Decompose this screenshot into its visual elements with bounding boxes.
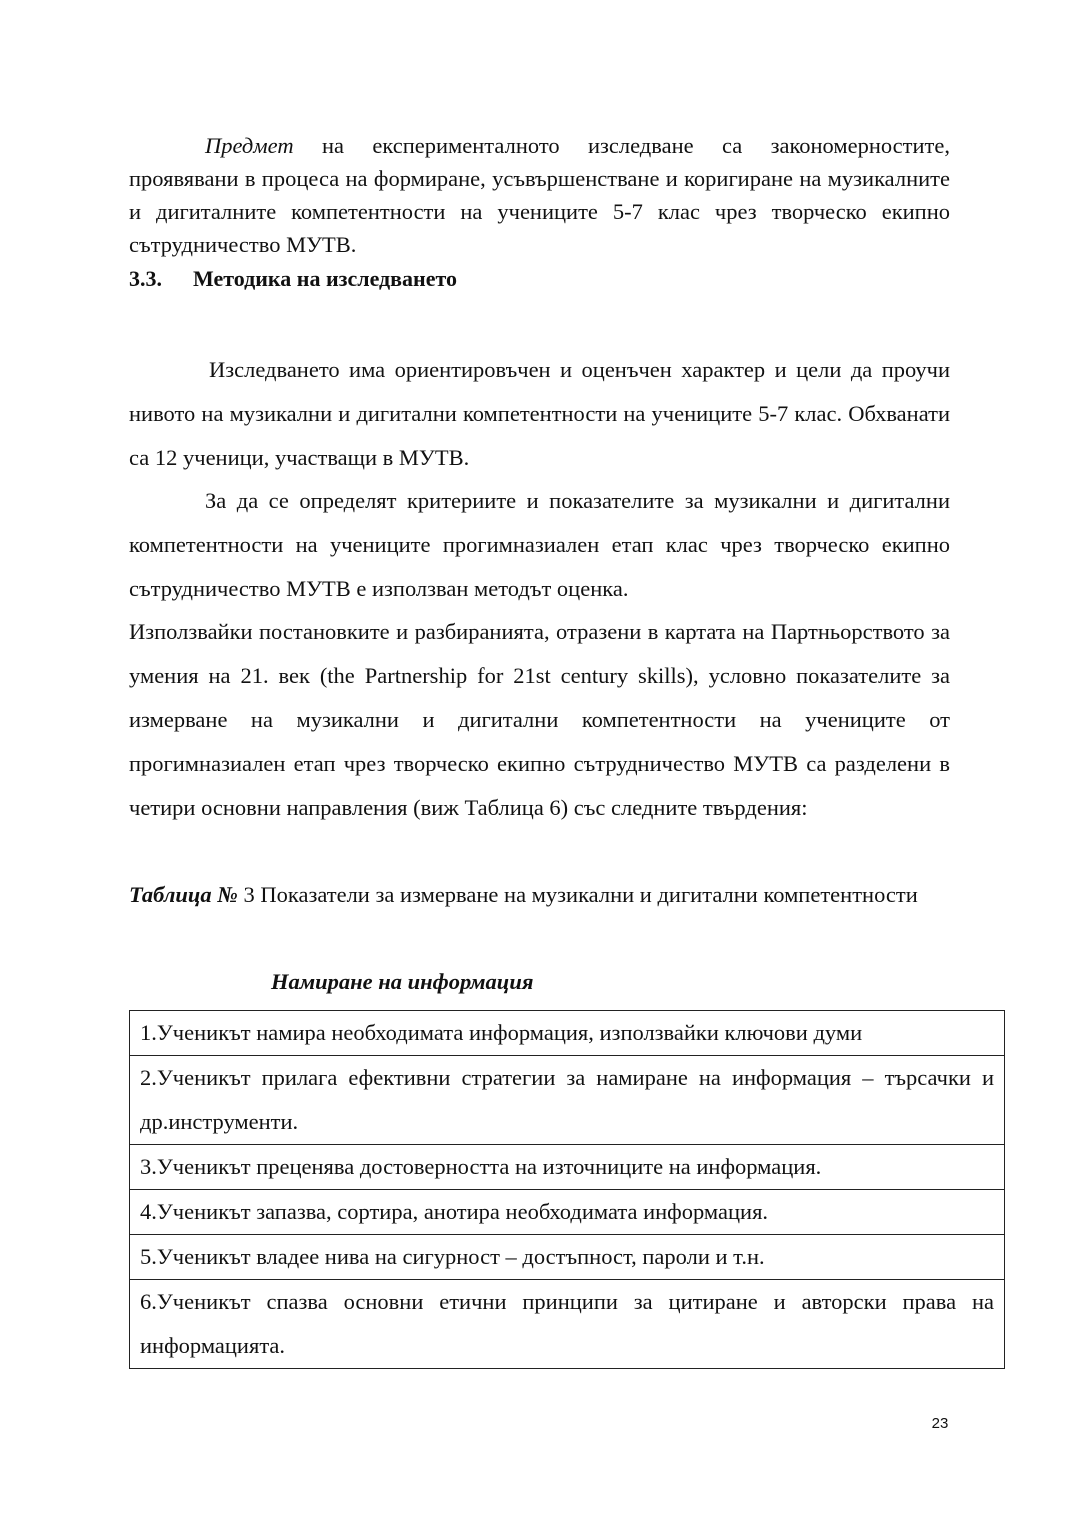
table-cell: 1.Ученикът намира необходимата информация, използвайки ключови думи: [130, 1011, 1005, 1056]
table-caption: [129, 873, 950, 917]
section-number: 3.3.: [129, 266, 162, 291]
section-title: Методика на изследването: [193, 266, 458, 291]
table-row: [130, 1011, 1005, 1056]
table-cell: 4.Ученикът запазва, сортира, анотира необходимата информация.: [130, 1190, 1005, 1235]
table-row: [130, 1190, 1005, 1235]
subject-text: на експерименталното изследване са закономерностите, проявявани в процеса на формиране, усъвършенстване и коригиране на музикалните и дигиталните компетентности на учениците 5-7 клас чрез творческо екипно сътрудничество МУТВ.: [129, 133, 950, 257]
paragraph-research: Изследването има ориентировъчен и оценъчен характер и цели да проучи нивото на музикални и дигитални компетентности на учениците 5-7 клас. Обхванати са 12 ученици, участващи в МУТВ.: [129, 357, 950, 470]
indicators-table: [129, 1010, 1005, 1369]
page-number: 23: [931, 1415, 949, 1432]
table-title: Намиране на информация: [271, 969, 534, 994]
table-caption-text: 3 Показатели за измерване на музикални и дигитални компетентности: [237, 882, 918, 907]
table-caption-label: Таблица №: [129, 882, 238, 907]
paragraph-subject: [129, 129, 950, 261]
table-row: [130, 1145, 1005, 1190]
subject-term: Предмет: [205, 133, 294, 158]
section-heading: [129, 262, 457, 295]
table-cell: 3.Ученикът преценява достоверността на източниците на информация.: [130, 1145, 1005, 1190]
table-cell: 5.Ученикът владее нива на сигурност – достъпност, пароли и т.н.: [130, 1235, 1005, 1280]
table-cell: 6.Ученикът спазва основни етични принципи за цитиране и авторски права на информацията.: [130, 1280, 1005, 1369]
paragraph-criteria: За да се определят критериите и показателите за музикални и дигитални компетентности на учениците прогимназиален етап клас чрез творческо екипно сътрудничество МУТВ е използван методът оценка.: [129, 488, 950, 601]
table-cell: 2.Ученикът прилага ефективни стратегии за намиране на информация – търсачки и др.инструменти.: [130, 1056, 1005, 1145]
table-row: [130, 1056, 1005, 1145]
paragraph-partnership: Използвайки постановките и разбиранията, отразени в картата на Партньорството за умения на 21. век (the Partnership for 21st century skills), условно показателите за измерване на музикални и дигитални компетентности на учениците от прогимназиален етап чрез творческо екипно сътрудничество МУТВ са разделени в четири основни направления (виж Таблица 6) със следните твърдения:: [129, 619, 950, 820]
table-row: [130, 1280, 1005, 1369]
table-row: [130, 1235, 1005, 1280]
